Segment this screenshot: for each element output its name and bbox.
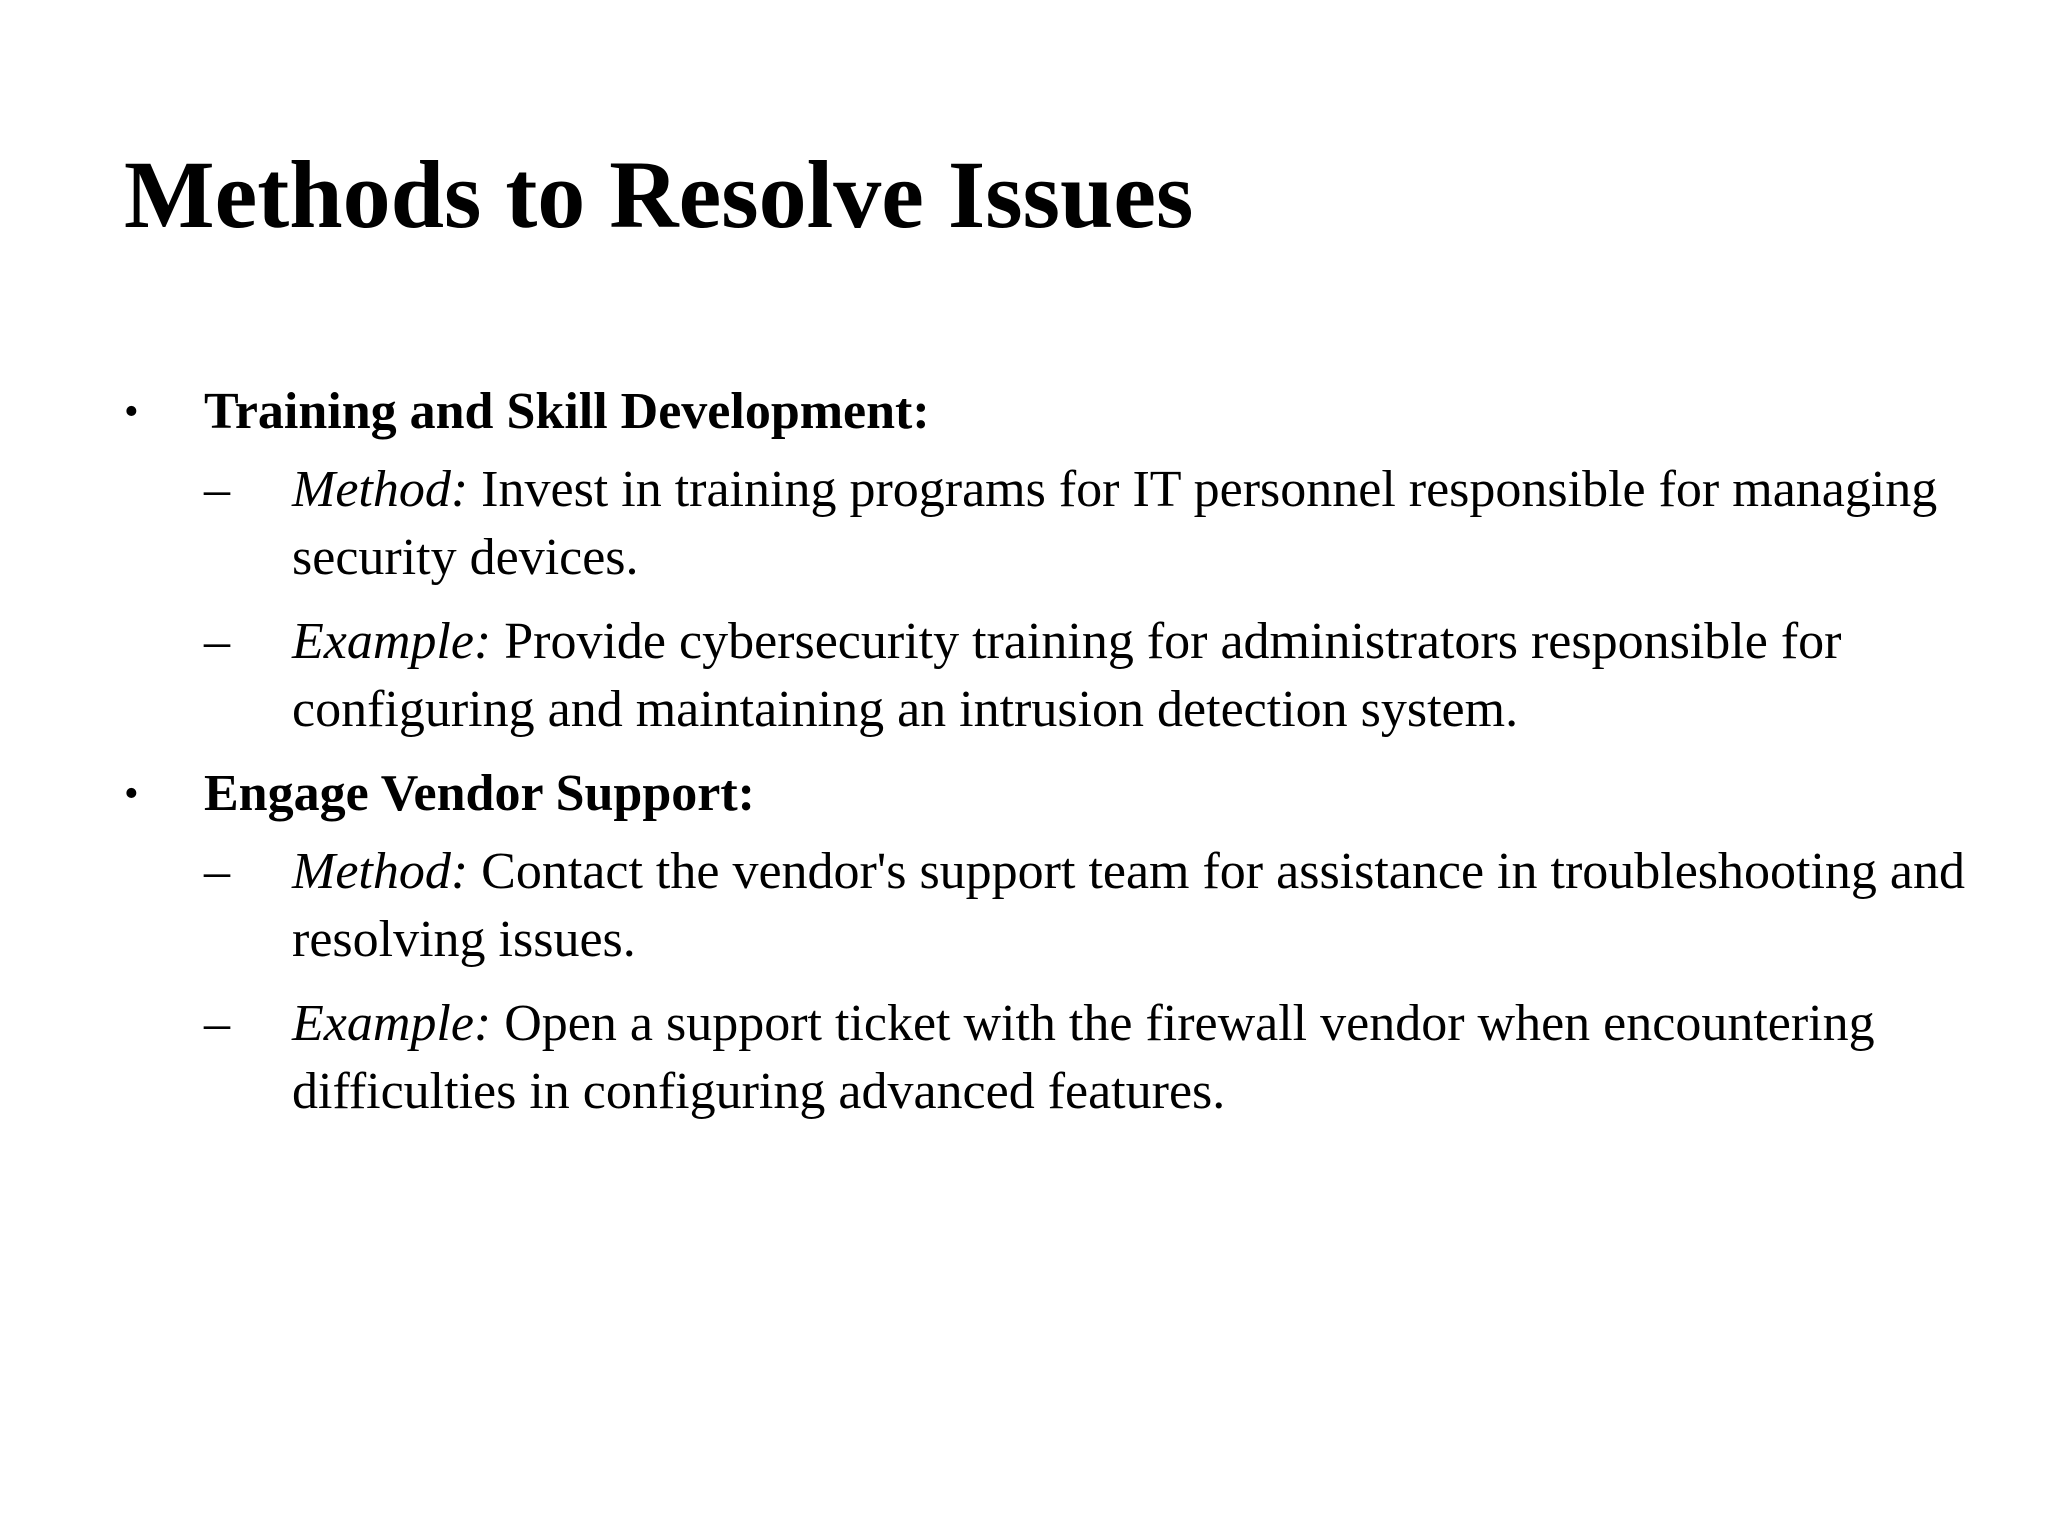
slide-title: Methods to Resolve Issues [124, 141, 1194, 248]
sub-item-label: Method: [292, 843, 469, 900]
sub-list [204, 838, 1974, 1126]
bullet-icon: • [124, 771, 139, 817]
bullet-icon: • [124, 389, 139, 435]
sub-item-text: Invest in training programs for IT personnel responsible for managing security devices. [292, 461, 1938, 586]
sub-item-method [204, 456, 1974, 592]
bullet-heading: Engage Vendor Support: [204, 765, 755, 822]
bullet-item-training [124, 378, 1974, 744]
dash-icon: – [204, 461, 230, 518]
bullet-list [124, 378, 1974, 1142]
bullet-heading: Training and Skill Development: [204, 383, 930, 440]
dash-icon: – [204, 843, 230, 900]
dash-icon: – [204, 995, 230, 1052]
sub-item-label: Example: [292, 613, 492, 670]
sub-list [204, 456, 1974, 744]
sub-item-text: Contact the vendor's support team for assistance in troubleshooting and resolving issues. [292, 843, 1965, 968]
dash-icon: – [204, 613, 230, 670]
bullet-item-vendor-support [124, 760, 1974, 1126]
sub-item-text: Provide cybersecurity training for administrators responsible for configuring and maintaining an intrusion detection system. [292, 613, 1842, 738]
sub-item-example [204, 608, 1974, 744]
sub-item-method [204, 838, 1974, 974]
sub-item-label: Example: [292, 995, 492, 1052]
sub-item-text: Open a support ticket with the firewall vendor when encountering difficulties in configuring advanced features. [292, 995, 1875, 1120]
sub-item-label: Method: [292, 461, 469, 518]
sub-item-example [204, 990, 1974, 1126]
